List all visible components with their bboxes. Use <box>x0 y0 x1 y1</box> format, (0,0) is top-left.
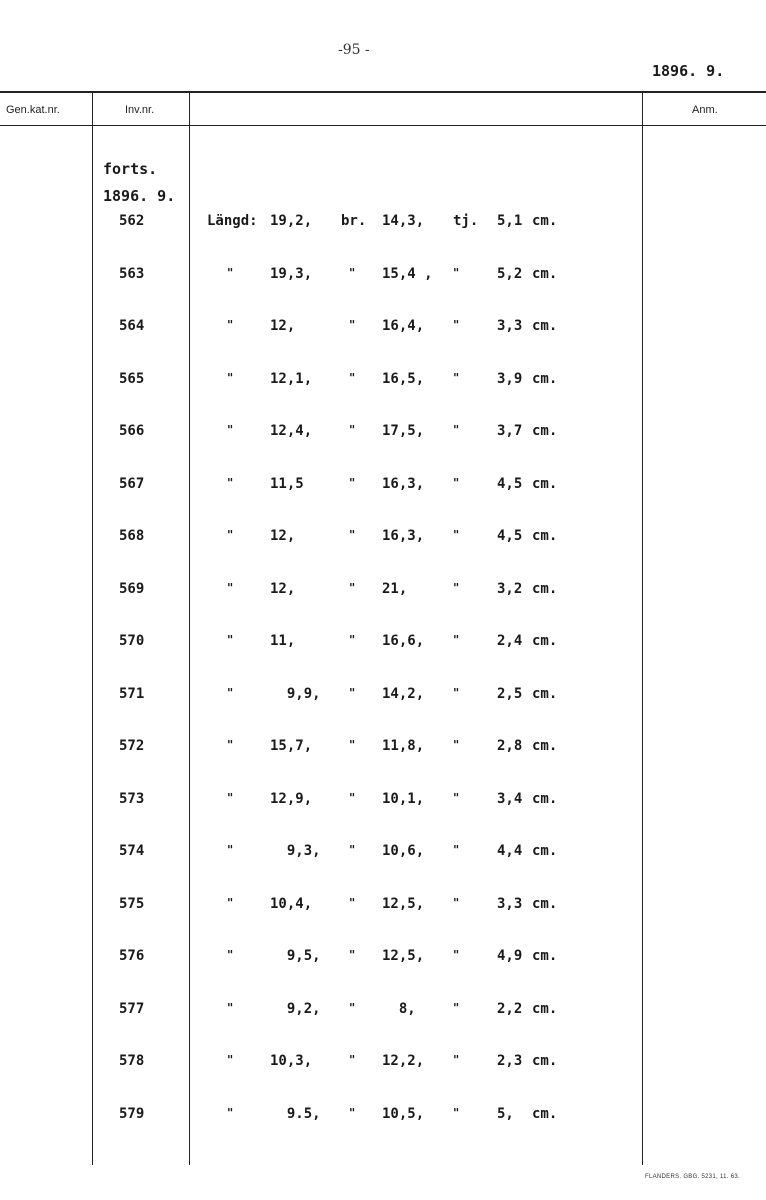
continuation-label: forts. <box>103 160 158 178</box>
inventory-number: 568 <box>119 528 145 544</box>
unit-label: cm. <box>532 371 558 387</box>
breadth-value: 11,8, <box>382 738 425 754</box>
breadth-value: 10,5, <box>382 1106 425 1122</box>
thickness-value: 3,9 <box>497 371 523 387</box>
breadth-label: " <box>349 633 356 647</box>
length-value: 10,4, <box>270 896 313 912</box>
unit-label: cm. <box>532 318 558 334</box>
length-value: 11,5 <box>270 476 304 492</box>
length-label: Längd: <box>207 213 258 229</box>
inventory-number: 566 <box>119 423 145 439</box>
thickness-value: 3,3 <box>497 896 523 912</box>
breadth-label: " <box>349 1001 356 1015</box>
breadth-label: " <box>349 371 356 385</box>
length-value: 9,2, <box>270 1001 321 1017</box>
breadth-value: 16,3, <box>382 528 425 544</box>
length-label: " <box>227 423 234 437</box>
thickness-value: 5,2 <box>497 266 523 282</box>
thickness-label: " <box>453 1106 460 1120</box>
length-value: 12,4, <box>270 423 313 439</box>
thickness-label: " <box>453 633 460 647</box>
length-value: 12, <box>270 318 296 334</box>
continuation-year: 1896. 9. <box>103 187 176 205</box>
unit-label: cm. <box>532 266 558 282</box>
unit-label: cm. <box>532 896 558 912</box>
thickness-value: 4,5 <box>497 476 523 492</box>
catalog-row <box>0 948 766 972</box>
breadth-value: 15,4 , <box>382 266 433 282</box>
length-label: " <box>227 371 234 385</box>
length-label: " <box>227 318 234 332</box>
breadth-label: " <box>349 423 356 437</box>
catalog-row <box>0 738 766 762</box>
thickness-label: " <box>453 581 460 595</box>
length-value: 15,7, <box>270 738 313 754</box>
breadth-label: br. <box>341 213 367 229</box>
inventory-number: 574 <box>119 843 145 859</box>
breadth-value: 16,4, <box>382 318 425 334</box>
thickness-label: " <box>453 476 460 490</box>
length-label: " <box>227 738 234 752</box>
length-label: " <box>227 581 234 595</box>
breadth-value: 10,6, <box>382 843 425 859</box>
breadth-label: " <box>349 1106 356 1120</box>
breadth-label: " <box>349 528 356 542</box>
breadth-value: 16,3, <box>382 476 425 492</box>
catalog-row <box>0 1053 766 1077</box>
unit-label: cm. <box>532 1053 558 1069</box>
breadth-value: 14,3, <box>382 213 425 229</box>
catalog-row <box>0 843 766 867</box>
breadth-label: " <box>349 896 356 910</box>
thickness-label: " <box>453 423 460 437</box>
thickness-value: 3,2 <box>497 581 523 597</box>
inventory-number: 564 <box>119 318 145 334</box>
thickness-value: 3,4 <box>497 791 523 807</box>
unit-label: cm. <box>532 686 558 702</box>
breadth-label: " <box>349 738 356 752</box>
unit-label: cm. <box>532 581 558 597</box>
length-label: " <box>227 843 234 857</box>
header-reference: 1896. 9. <box>652 62 725 80</box>
length-label: " <box>227 528 234 542</box>
breadth-label: " <box>349 266 356 280</box>
thickness-label: " <box>453 686 460 700</box>
thickness-label: tj. <box>453 213 479 229</box>
catalog-row <box>0 581 766 605</box>
length-label: " <box>227 266 234 280</box>
length-value: 19,3, <box>270 266 313 282</box>
thickness-value: 5, <box>497 1106 514 1122</box>
length-label: " <box>227 633 234 647</box>
breadth-value: 12,5, <box>382 896 425 912</box>
thickness-value: 2,2 <box>497 1001 523 1017</box>
thickness-value: 2,8 <box>497 738 523 754</box>
catalog-row <box>0 1106 766 1130</box>
breadth-label: " <box>349 843 356 857</box>
unit-label: cm. <box>532 948 558 964</box>
thickness-value: 2,3 <box>497 1053 523 1069</box>
thickness-label: " <box>453 528 460 542</box>
unit-label: cm. <box>532 1001 558 1017</box>
catalog-row <box>0 686 766 710</box>
breadth-value: 21, <box>382 581 408 597</box>
length-label: " <box>227 1106 234 1120</box>
catalog-row <box>0 1001 766 1025</box>
breadth-value: 17,5, <box>382 423 425 439</box>
column-header-inv-nr: Inv.nr. <box>125 104 155 116</box>
catalog-row <box>0 266 766 290</box>
length-label: " <box>227 791 234 805</box>
catalog-row <box>0 896 766 920</box>
thickness-label: " <box>453 896 460 910</box>
thickness-label: " <box>453 371 460 385</box>
page-number: -95 - <box>338 42 370 58</box>
inventory-number: 575 <box>119 896 145 912</box>
column-header-anm: Anm. <box>692 104 718 116</box>
breadth-label: " <box>349 686 356 700</box>
inventory-number: 571 <box>119 686 145 702</box>
unit-label: cm. <box>532 791 558 807</box>
thickness-label: " <box>453 1001 460 1015</box>
unit-label: cm. <box>532 476 558 492</box>
thickness-label: " <box>453 791 460 805</box>
length-value: 12, <box>270 581 296 597</box>
unit-label: cm. <box>532 213 558 229</box>
thickness-value: 2,4 <box>497 633 523 649</box>
thickness-label: " <box>453 843 460 857</box>
inventory-number: 565 <box>119 371 145 387</box>
breadth-label: " <box>349 581 356 595</box>
catalog-row <box>0 791 766 815</box>
breadth-value: 10,1, <box>382 791 425 807</box>
breadth-label: " <box>349 476 356 490</box>
top-rule <box>0 91 766 93</box>
length-label: " <box>227 948 234 962</box>
thickness-value: 4,5 <box>497 528 523 544</box>
unit-label: cm. <box>532 1106 558 1122</box>
thickness-value: 4,4 <box>497 843 523 859</box>
length-value: 10,3, <box>270 1053 313 1069</box>
printer-imprint: FLANDERS. GBG. 5231, 11. 63. <box>645 1174 740 1180</box>
length-value: 9,5, <box>270 948 321 964</box>
unit-label: cm. <box>532 843 558 859</box>
breadth-value: 12,5, <box>382 948 425 964</box>
breadth-label: " <box>349 318 356 332</box>
thickness-value: 3,7 <box>497 423 523 439</box>
unit-label: cm. <box>532 423 558 439</box>
length-label: " <box>227 1001 234 1015</box>
catalog-row <box>0 633 766 657</box>
length-label: " <box>227 1053 234 1067</box>
unit-label: cm. <box>532 633 558 649</box>
column-header-gen-kat-nr: Gen.kat.nr. <box>6 104 60 116</box>
breadth-value: 16,5, <box>382 371 425 387</box>
inventory-number: 573 <box>119 791 145 807</box>
inventory-number: 576 <box>119 948 145 964</box>
length-value: 19,2, <box>270 213 313 229</box>
length-value: 9,9, <box>270 686 321 702</box>
catalog-row <box>0 318 766 342</box>
length-value: 12, <box>270 528 296 544</box>
catalog-row <box>0 371 766 395</box>
inventory-number: 570 <box>119 633 145 649</box>
unit-label: cm. <box>532 738 558 754</box>
thickness-label: " <box>453 318 460 332</box>
inventory-number: 562 <box>119 213 145 229</box>
inventory-number: 567 <box>119 476 145 492</box>
length-label: " <box>227 896 234 910</box>
breadth-label: " <box>349 791 356 805</box>
length-value: 11, <box>270 633 296 649</box>
inventory-number: 569 <box>119 581 145 597</box>
breadth-value: 14,2, <box>382 686 425 702</box>
catalog-row <box>0 528 766 552</box>
breadth-value: 8, <box>382 1001 416 1017</box>
header-bottom-rule <box>0 125 766 126</box>
inventory-number: 578 <box>119 1053 145 1069</box>
catalog-row <box>0 213 766 237</box>
thickness-label: " <box>453 948 460 962</box>
length-value: 9.5, <box>270 1106 321 1122</box>
thickness-label: " <box>453 738 460 752</box>
inventory-number: 579 <box>119 1106 145 1122</box>
inventory-number: 572 <box>119 738 145 754</box>
thickness-value: 2,5 <box>497 686 523 702</box>
breadth-label: " <box>349 1053 356 1067</box>
inventory-number: 563 <box>119 266 145 282</box>
catalog-row <box>0 423 766 447</box>
length-value: 12,1, <box>270 371 313 387</box>
inventory-number: 577 <box>119 1001 145 1017</box>
catalog-row <box>0 476 766 500</box>
breadth-label: " <box>349 948 356 962</box>
thickness-value: 3,3 <box>497 318 523 334</box>
thickness-label: " <box>453 1053 460 1067</box>
thickness-value: 5,1 <box>497 213 523 229</box>
length-label: " <box>227 476 234 490</box>
length-label: " <box>227 686 234 700</box>
unit-label: cm. <box>532 528 558 544</box>
thickness-value: 4,9 <box>497 948 523 964</box>
breadth-value: 12,2, <box>382 1053 425 1069</box>
thickness-label: " <box>453 266 460 280</box>
breadth-value: 16,6, <box>382 633 425 649</box>
length-value: 9,3, <box>270 843 321 859</box>
length-value: 12,9, <box>270 791 313 807</box>
